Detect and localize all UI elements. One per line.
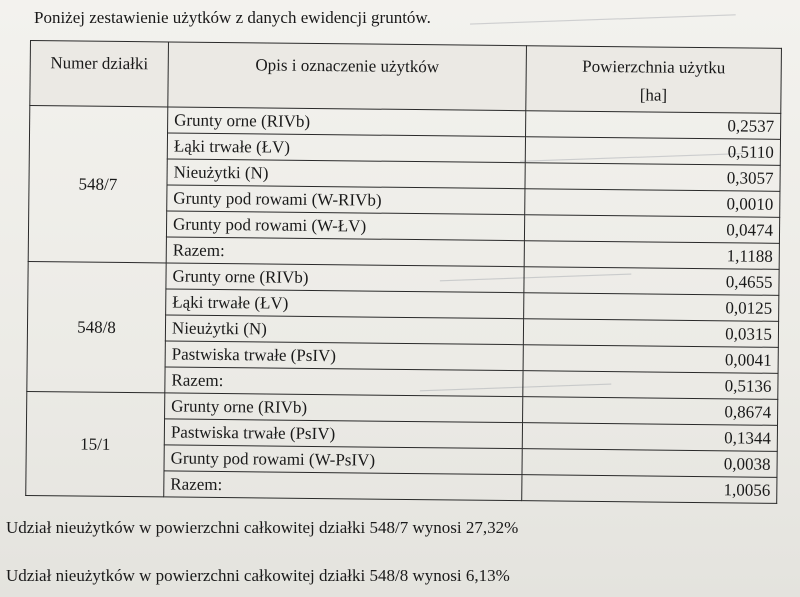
total-area: 0,5136 xyxy=(523,371,778,400)
land-use-area: 0,8674 xyxy=(523,397,778,426)
land-use-description: Grunty pod rowami (W-ŁV) xyxy=(166,211,524,241)
land-use-description: Nieużytki (N) xyxy=(167,159,525,189)
land-use-description: Pastwiska trwałe (PsIV) xyxy=(164,419,522,449)
land-use-area: 0,0010 xyxy=(525,189,780,218)
land-use-description: Pastwiska trwałe (PsIV) xyxy=(165,341,523,371)
land-use-description: Grunty orne (RIVb) xyxy=(165,393,523,423)
total-area: 1,0056 xyxy=(522,475,777,504)
parcel-number: 15/1 xyxy=(26,391,165,496)
total-label: Razem: xyxy=(166,237,524,267)
land-use-area: 0,4655 xyxy=(524,267,779,296)
land-use-area: 0,0125 xyxy=(524,293,779,322)
header-area-unit: [ha] xyxy=(639,85,668,105)
land-use-area: 0,0315 xyxy=(523,319,778,348)
land-use-description: Grunty orne (RIVb) xyxy=(166,263,524,293)
total-label: Razem: xyxy=(165,367,523,397)
land-use-area: 0,1344 xyxy=(522,423,777,452)
bleed-through-decoration: ───────────────────────── xyxy=(469,7,736,33)
intro-text: Poniżej zestawienie użytków z danych ewidencji gruntów. xyxy=(34,8,431,27)
parcel-number: 548/8 xyxy=(27,261,166,392)
total-label: Razem: xyxy=(164,471,522,501)
land-use-description: Grunty pod rowami (W-PsIV) xyxy=(164,445,522,475)
footnote-share-548-8: Udział nieużytków w powierzchni całkowitej działki 548/8 wynosi 6,13% xyxy=(6,566,510,585)
land-use-area: 0,3057 xyxy=(525,163,780,192)
land-use-area: 0,2537 xyxy=(526,111,781,140)
bleed-through-decoration: ────────────────── xyxy=(439,266,632,290)
header-area xyxy=(526,46,782,114)
land-use-description: Grunty pod rowami (W-RIVb) xyxy=(167,185,525,215)
land-use-description: Nieużytki (N) xyxy=(165,315,523,345)
header-description: Opis i oznaczenie użytków xyxy=(168,42,527,111)
total-area: 1,1188 xyxy=(524,241,779,270)
parcel-number: 548/7 xyxy=(28,106,168,263)
bleed-through-decoration: ────────────────── xyxy=(419,376,612,400)
land-use-area: 0,0474 xyxy=(524,215,779,244)
land-use-description: Łąki trwałe (ŁV) xyxy=(166,289,524,319)
header-area-label: Powierzchnia użytku xyxy=(582,56,726,78)
bleed-through-decoration: ───────────────────── xyxy=(519,146,744,170)
land-use-description: Łąki trwałe (ŁV) xyxy=(167,133,525,163)
land-use-table xyxy=(25,40,782,504)
table-header-row xyxy=(30,41,782,114)
header-parcel-number: Numer działki xyxy=(30,41,169,107)
land-use-area: 0,0038 xyxy=(522,449,777,478)
land-use-description: Grunty orne (RIVb) xyxy=(168,107,526,137)
land-use-area: 0,5110 xyxy=(525,137,780,166)
land-use-area: 0,0041 xyxy=(523,345,778,374)
footnote-share-548-7: Udział nieużytków w powierzchni całkowitej działki 548/7 wynosi 27,32% xyxy=(6,518,519,537)
